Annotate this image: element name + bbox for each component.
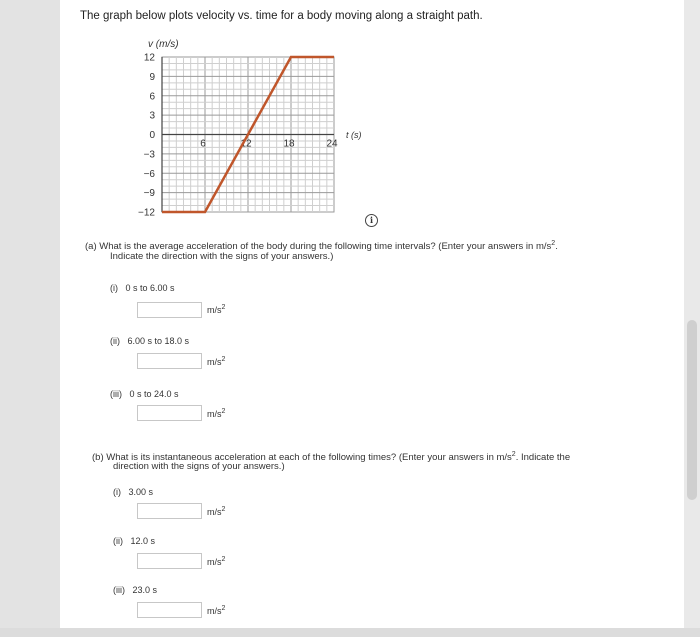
x-tick-label: 12 bbox=[240, 138, 252, 150]
item-number: (iii) bbox=[110, 389, 122, 399]
y-tick-label: −12 bbox=[138, 207, 155, 219]
item-text: 3.00 s bbox=[128, 487, 154, 497]
x-axis-label: t (s) bbox=[346, 130, 362, 140]
unit-label: $m/s^2$ bbox=[207, 605, 226, 616]
part-b-line1: What is its instantaneous acceleration at each of the following times? (Enter your answers in m/s bbox=[106, 452, 512, 464]
part-a-question: (a) What is the average acceleration of the body during the following time intervals? (Enter your answers in $m/s^2$. bbox=[85, 240, 558, 253]
answer-input-b-ii[interactable] bbox=[137, 553, 202, 569]
unit-label: $m/s^2$ bbox=[207, 304, 226, 315]
part-a-line1: What is the average acceleration of the body during the following time intervals? (Enter your answers in m/s bbox=[99, 241, 552, 253]
y-tick-labels bbox=[138, 53, 155, 219]
x-tick-label: 6 bbox=[200, 138, 206, 150]
item-number: (iii) bbox=[113, 585, 125, 595]
answer-input-b-iii[interactable] bbox=[137, 602, 202, 618]
answer-input-a-i[interactable] bbox=[137, 302, 202, 318]
part-a-line1-end: . bbox=[555, 241, 558, 253]
answer-input-a-ii[interactable] bbox=[137, 353, 202, 369]
y-tick-label: 12 bbox=[143, 52, 155, 64]
y-tick-label: 6 bbox=[149, 91, 155, 103]
item-number: (ii) bbox=[110, 336, 120, 346]
part-b-item-2 bbox=[113, 536, 155, 546]
part-b-line2: direction with the signs of your answers.) bbox=[113, 461, 285, 472]
y-tick-label: −3 bbox=[143, 149, 155, 161]
item-text: 12.0 s bbox=[130, 536, 156, 546]
unit-label: $m/s^2$ bbox=[207, 408, 226, 419]
item-text: 6.00 s to 18.0 s bbox=[127, 336, 190, 346]
x-tick-label: 24 bbox=[326, 138, 338, 150]
part-b-question: (b) What is its instantaneous acceleration at each of the following times? (Enter your answers in $m/s^2$. Indicate the bbox=[92, 451, 571, 464]
part-a-item-3 bbox=[110, 389, 179, 399]
x-tick-label: 18 bbox=[283, 138, 295, 150]
y-tick-label: 0 bbox=[149, 130, 155, 141]
part-a-item-2 bbox=[110, 336, 189, 346]
part-a-label: (a) bbox=[85, 241, 97, 253]
y-tick-label: 3 bbox=[149, 110, 155, 122]
unit-label: $m/s^2$ bbox=[207, 556, 226, 567]
unit-label: $m/s^2$ bbox=[207, 356, 226, 367]
part-b-line1-end: . Indicate the bbox=[515, 452, 571, 464]
info-icon[interactable]: i bbox=[365, 214, 378, 227]
question-intro: The graph below plots velocity vs. time for a body moving along a straight path. bbox=[80, 10, 483, 22]
y-tick-label: −6 bbox=[143, 168, 155, 180]
item-text: 0 s to 24.0 s bbox=[129, 389, 179, 399]
item-text: 23.0 s bbox=[132, 585, 158, 595]
y-tick-label: −9 bbox=[143, 188, 155, 200]
part-b-item-1 bbox=[113, 487, 153, 497]
y-tick-label: 9 bbox=[149, 71, 155, 83]
item-text: 0 s to 6.00 s bbox=[125, 283, 175, 293]
part-b-label: (b) bbox=[92, 452, 104, 464]
answer-input-a-iii[interactable] bbox=[137, 405, 202, 421]
y-axis-label: v (m/s) bbox=[148, 39, 179, 50]
part-b-item-3 bbox=[113, 585, 157, 595]
unit-label: $m/s^2$ bbox=[207, 506, 226, 517]
answer-input-b-i[interactable] bbox=[137, 503, 202, 519]
part-a-item-1 bbox=[110, 283, 175, 293]
item-number: (ii) bbox=[113, 536, 123, 546]
item-number: (i) bbox=[110, 283, 118, 293]
item-number: (i) bbox=[113, 487, 121, 497]
part-a-line2: Indicate the direction with the signs of your answers.) bbox=[110, 251, 334, 262]
